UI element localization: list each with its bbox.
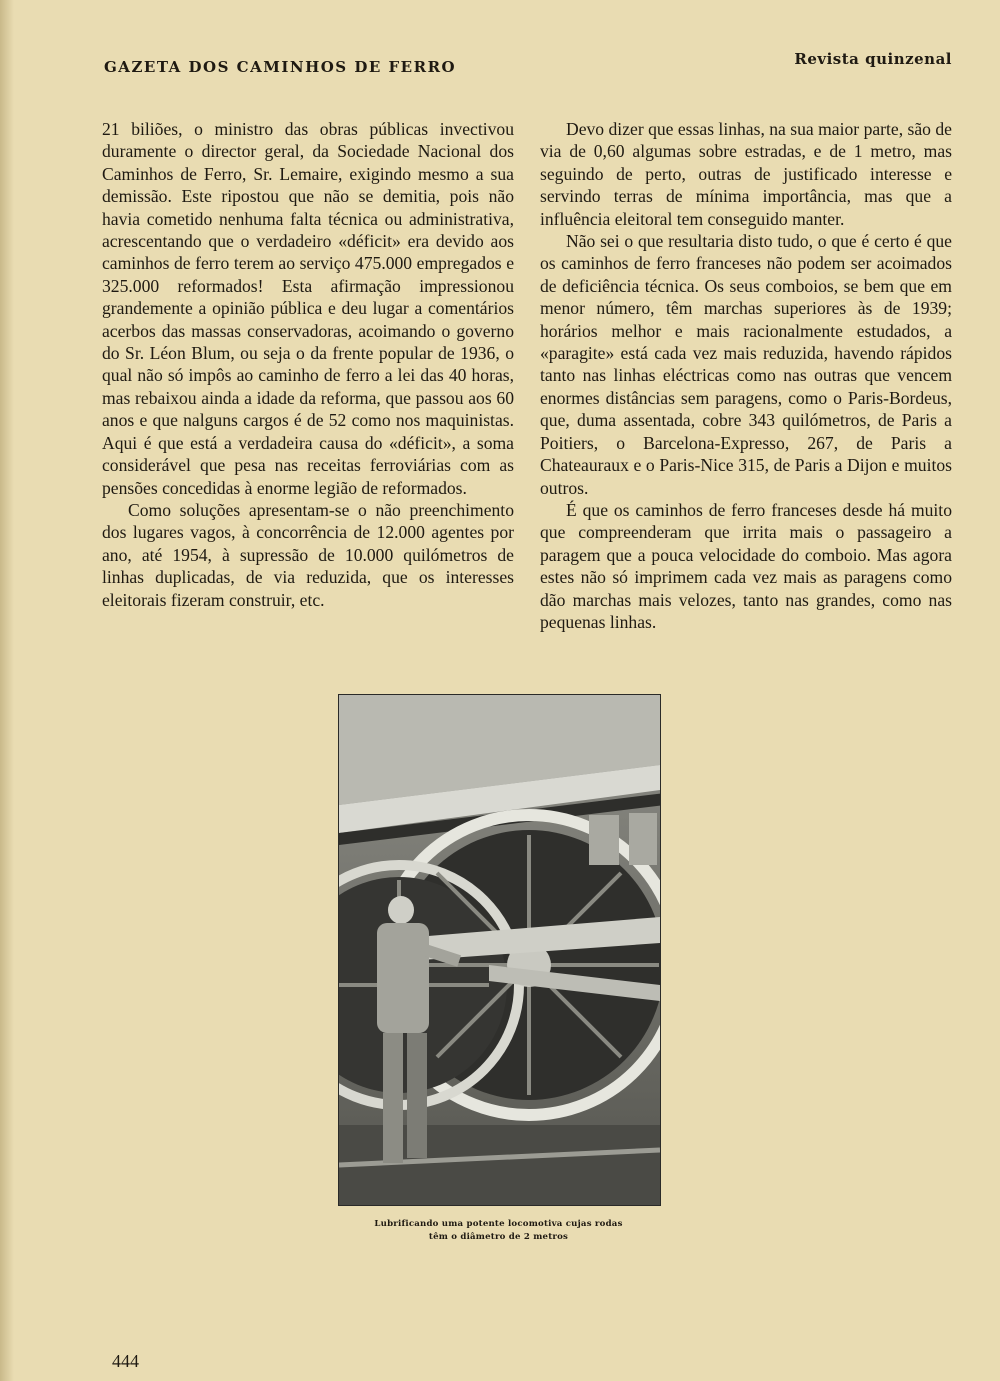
article-column-right bbox=[540, 118, 952, 633]
article-column-left bbox=[102, 118, 514, 611]
page-number: 444 bbox=[112, 1351, 139, 1371]
journal-title: GAZETA DOS CAMINHOS DE FERRO bbox=[104, 58, 457, 76]
paragraph: Devo dizer que essas linhas, na sua maior parte, são de via de 0,60 algumas sobre estradas, e de 1 metro, mas seguindo de perto, outras de justificado interesse e servindo terras de mínima importância, mas que a influência eleitoral tem conseguido manter. bbox=[540, 119, 952, 229]
paragraph: Não sei o que resultaria disto tudo, o que é certo é que os caminhos de ferro franceses não podem ser acoimados de deficiência técnica. Os seus comboios, se bem que em menor número, têm marchas superiores às de 1939; horários melhor e mais racionalmente estudados, a «paragite» está cada vez mais reduzida, havendo rápidos tanto nas linhas eléctricas como nas outras que vencem enormes distâncias sem paragens, como o Paris-Bordeus, que, duma assentada, cobre 343 quilómetros, de Paris a Poitiers, o Barcelona-Expresso, 267, de Paris a Chateauraux e o Paris-Nice 315, de Paris a Dijon e muitos outros. bbox=[540, 231, 952, 498]
caption-line: Lubrificando uma potente locomotiva cujas rodas bbox=[374, 1219, 623, 1229]
caption-line: têm o diâmetro de 2 metros bbox=[428, 1232, 569, 1242]
journal-subtitle: Revista quinzenal bbox=[794, 50, 952, 68]
locomotive-photo bbox=[338, 694, 661, 1206]
paragraph: 21 biliões, o ministro das obras públicas invectivou duramente o director geral, da Sociedade Nacional dos Caminhos de Ferro, Sr. Lemaire, exigindo mesmo a sua demissão. Este ripostou que não se demitia, pois não havia cometido nenhuma falta técnica ou administrativa, acrescentando que o verdadeiro «déficit» era devido aos caminhos de ferro terem ao serviço 475.000 empregados e 325.000 reformados! Esta afirmação impressionou grandemente a opinião pública e deu lugar a comentários acerbos das massas conservadoras, acoimando o governo do Sr. Léon Blum, ou seja o da frente popular de 1936, o qual não só impôs ao caminho de ferro a lei das 40 horas, mas rebaixou ainda a idade da reforma, que passou aos 60 anos e que nalguns cargos é de 52 como nos maquinistas. Aqui é que está a verdadeira causa do «déficit», a soma considerável que pesa nas receitas ferroviárias com as pensões concedidas à enorme legião de reformados. bbox=[102, 119, 514, 498]
photo-caption bbox=[338, 1218, 659, 1244]
page-binding-edge bbox=[0, 0, 14, 1381]
paragraph: Como soluções apresentam-se o não preenchimento dos lugares vagos, à concorrência de 12.000 agentes por ano, até 1954, à supressão de 10.000 quilómetros de linhas duplicadas, de via reduzida, que os interesses eleitorais fizeram construir, etc. bbox=[102, 499, 514, 610]
paragraph: É que os caminhos de ferro franceses desde há muito que compreenderam que irrita mais o passageiro a paragem que a pouca velocidade do comboio. Mas agora estes não só imprimem cada vez mais as paragens como dão marchas mais velozes, tanto nas grandes, como nas pequenas linhas. bbox=[540, 499, 952, 632]
